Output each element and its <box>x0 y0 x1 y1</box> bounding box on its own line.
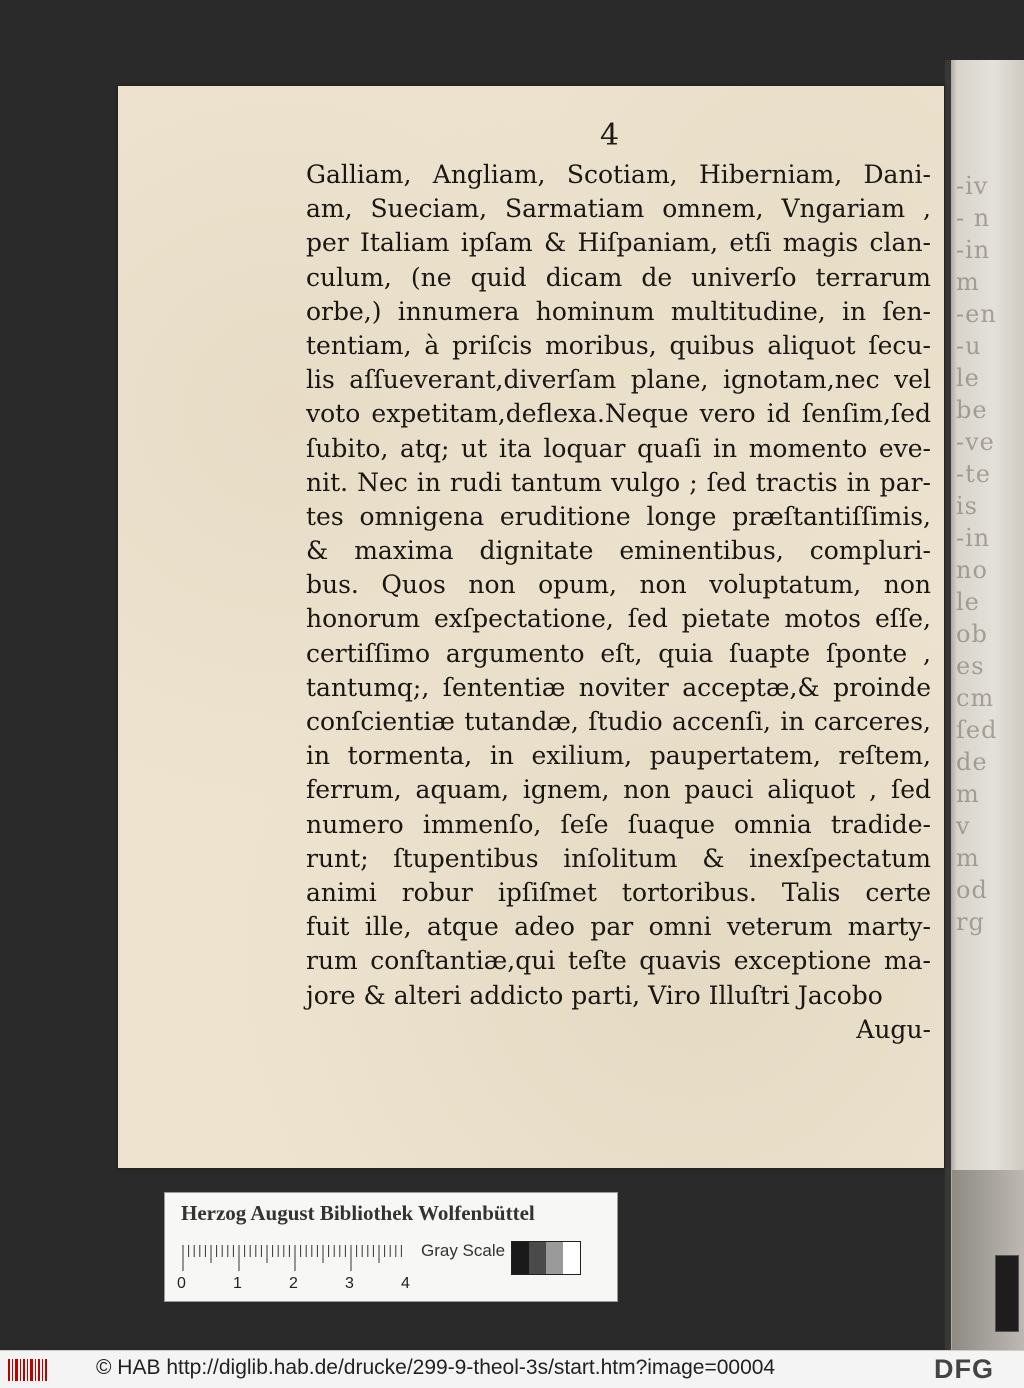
text-line: conſcientiæ tutandæ, ſtudio accenſi, in carceres, <box>306 707 931 736</box>
text-line: honorum exſpectatione, ſed pietate motos eſſe, <box>306 604 931 634</box>
gray-scale-label: Gray Scale <box>421 1241 506 1260</box>
library-label <box>164 1192 618 1302</box>
book-clip <box>995 1255 1019 1332</box>
ruler-number: 1 <box>233 1275 242 1292</box>
text-line: & maxima dignitate eminentibus, compluri- <box>306 536 931 566</box>
text-line: voto expetitam,deflexa.Neque vero id ſenſim,ſed <box>306 399 931 429</box>
text-line: fuit ille, atque adeo par omni veterum marty- <box>306 912 931 942</box>
text-line: lis aſſueverant,diverſam plane, ignotam,nec vel <box>306 365 931 395</box>
text-line: ferrum, aquam, ignem, non pauci aliquot , ſed <box>306 775 931 805</box>
text-line: jore & alteri addicto parti, Viro Illuſtri Jacobo <box>306 980 883 1010</box>
page-number: 4 <box>600 118 620 153</box>
text-line: certiſſimo argumento eſt, quia ſuapte ſponte , <box>306 638 931 668</box>
gray-scale-swatch <box>511 1241 581 1275</box>
text-line: numero immenſo, ſeſe ſuaque omnia tradide- <box>306 809 931 839</box>
adjacent-page-edge <box>948 60 1024 1350</box>
barcode-icon <box>8 1357 48 1383</box>
ruler-number: 3 <box>345 1275 354 1292</box>
ruler-scale <box>181 1245 405 1271</box>
text-line: nit. Nec in rudi tantum vulgo ; ſed tractis in par- <box>306 467 931 497</box>
text-line: tes omnigena eruditione longe præſtantiſſimis, <box>306 501 931 531</box>
footer-bar <box>0 1350 1024 1388</box>
ruler-numbers <box>177 1275 417 1295</box>
adjacent-page-text: -iv - n -in m -en -u le be -ve -te is -in no le ob es cm ſed de m v m od rg <box>956 172 998 936</box>
catchword: Augu- <box>856 1014 931 1044</box>
text-line: orbe,) innumera hominum multitudine, in ſen- <box>306 296 931 326</box>
text-line: animi robur ipſiſmet tortoribus. Talis certe <box>306 877 931 907</box>
copyright-url[interactable]: © HAB http://diglib.hab.de/drucke/299-9-theol-3s/start.htm?image=00004 <box>96 1356 776 1379</box>
text-line: runt; ſtupentibus inſolitum & inexſpectatum <box>306 843 931 873</box>
text-line: per Italiam ipſam & Hiſpaniam, etſi magis clan- <box>306 228 931 258</box>
text-line: ſubito, atq; ut ita loquar quaſi in momento eve- <box>306 433 931 463</box>
page-gutter <box>945 60 951 1350</box>
text-line: tentiam, à priſcis moribus, quibus aliquot ſecu- <box>306 330 931 360</box>
text-line: culum, (ne quid dicam de univerſo terrarum <box>306 262 931 292</box>
ruler-number: 2 <box>289 1275 298 1292</box>
library-name: Herzog August Bibliothek Wolfenbüttel <box>181 1201 535 1225</box>
text-line: in tormenta, in exilium, paupertatem, reſtem, <box>306 741 931 771</box>
text-line: bus. Quos non opum, non voluptatum, non <box>306 570 931 600</box>
ruler-number: 4 <box>401 1275 410 1292</box>
text-line: Galliam, Angliam, Scotiam, Hiberniam, Dani- <box>306 160 931 189</box>
page-text <box>306 158 931 1047</box>
text-line: am, Sueciam, Sarmatiam omnem, Vngariam , <box>306 194 931 224</box>
text-line: tantumq;, ſententiæ noviter acceptæ,& proinde <box>306 672 931 702</box>
dfg-logo: DFG <box>934 1354 994 1384</box>
ruler-number: 0 <box>177 1275 186 1292</box>
text-line: rum conſtantiæ,qui teſte quavis exceptione ma- <box>306 946 931 976</box>
